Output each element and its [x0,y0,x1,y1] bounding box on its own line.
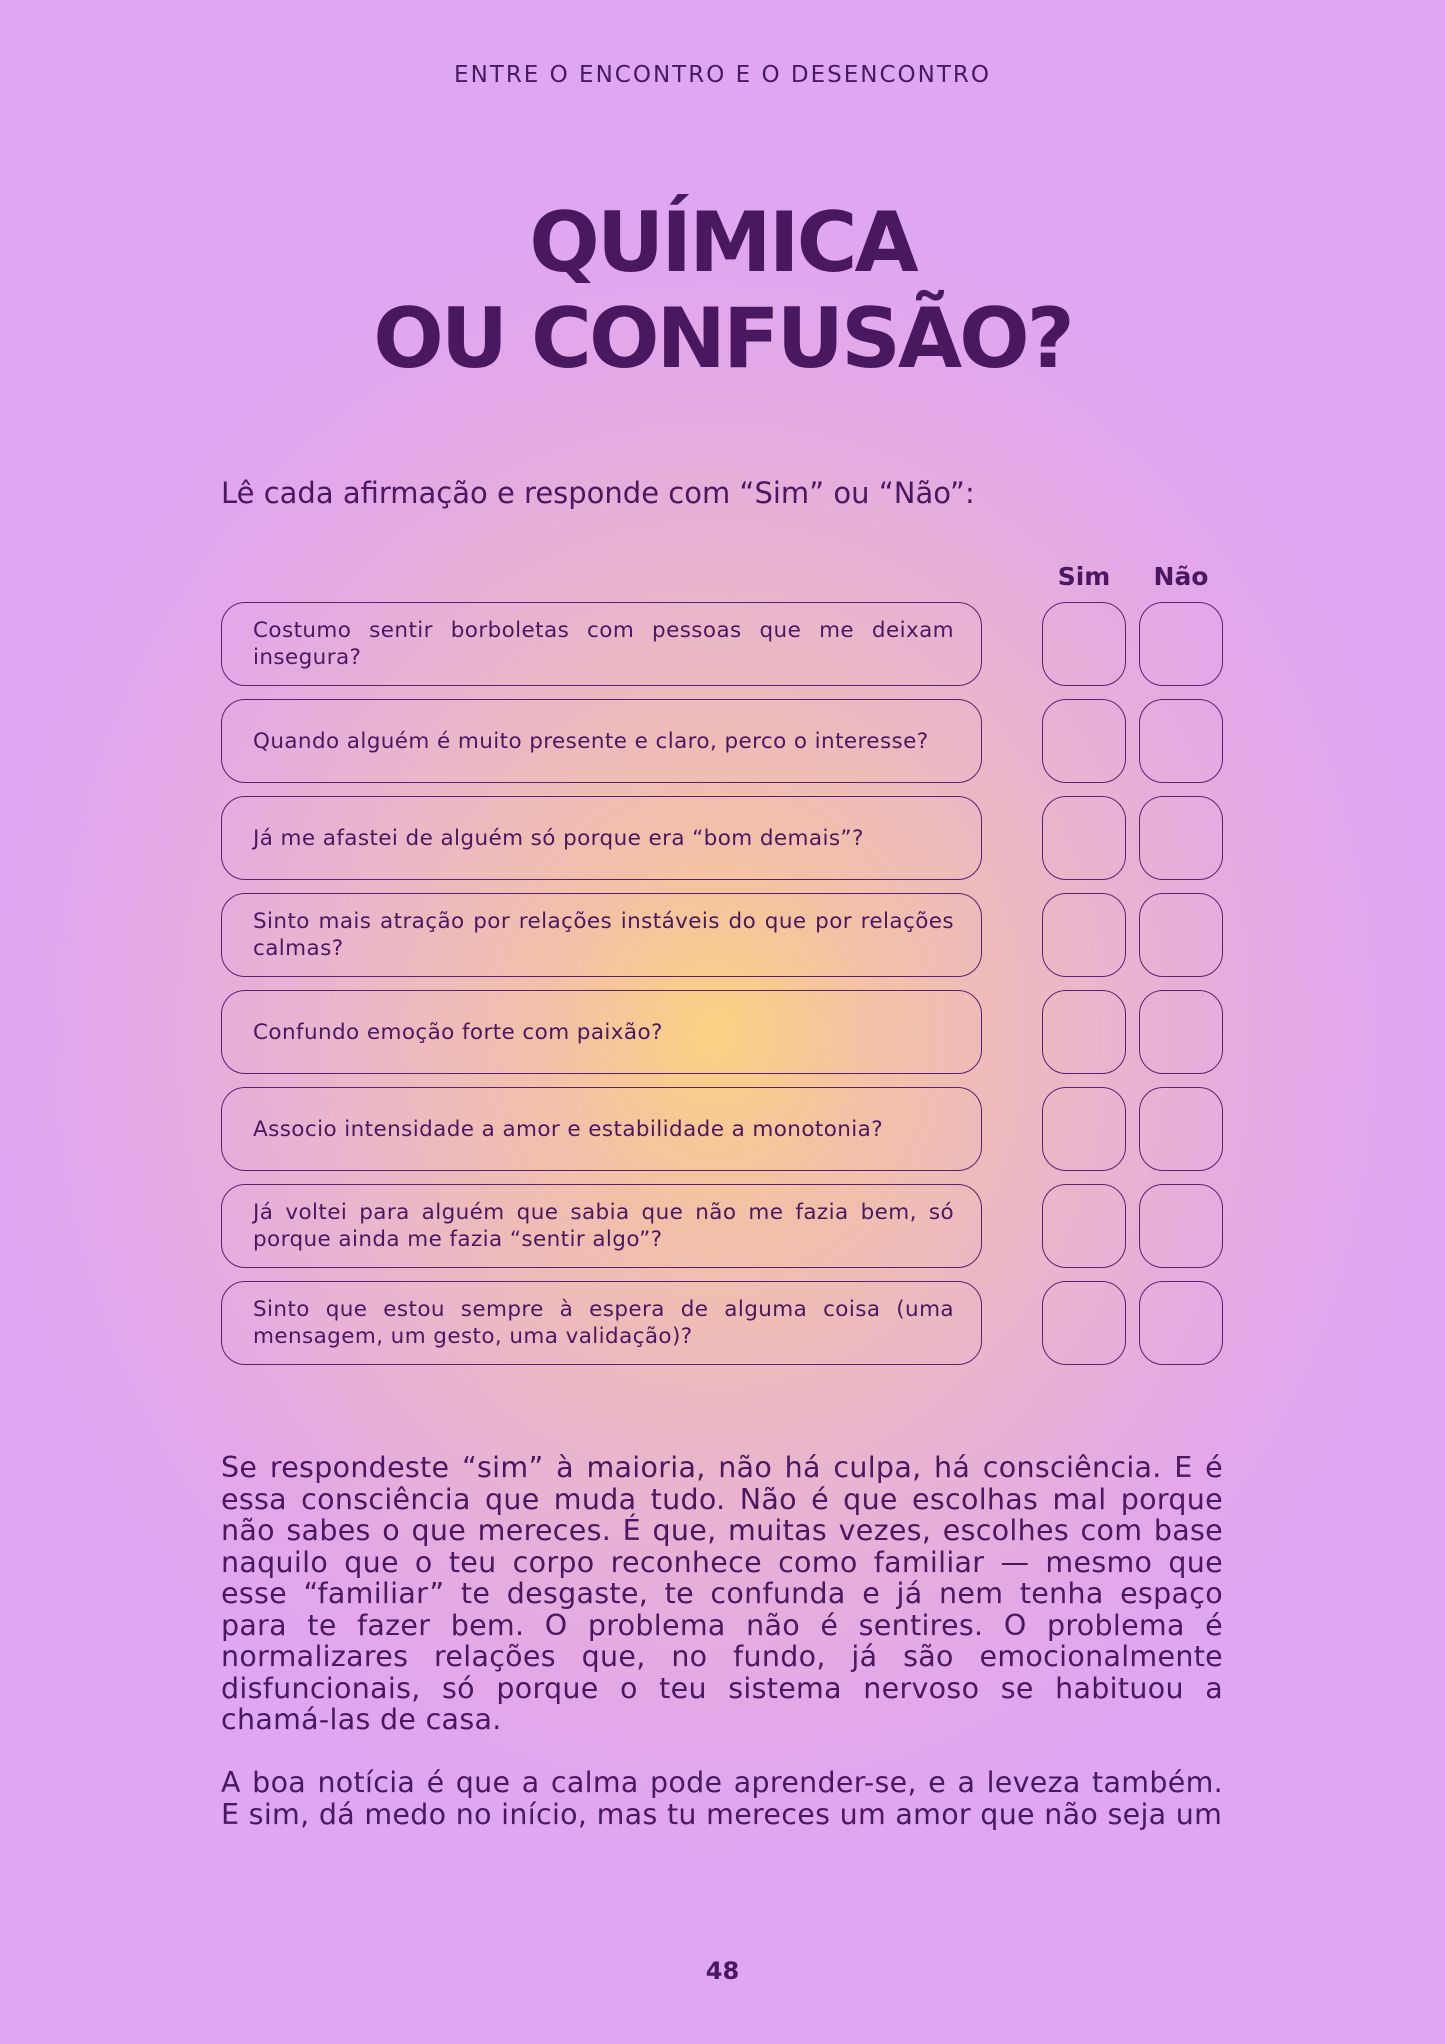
question-box [221,1184,982,1268]
question-box [221,699,982,783]
question-box [221,1281,982,1365]
question-text: Associo intensidade a amor e estabilidade a monotonia? [253,1116,884,1142]
body-paragraph: A boa notícia é que a calma pode aprender-se, e a leveza também. E sim, dá medo no início, mas tu mereces um amor que não seja um [221,1766,1223,1831]
page-number: 48 [705,1957,740,1985]
sim-checkbox[interactable] [1042,1281,1126,1365]
question-text: Já voltei para alguém que sabia que não me fazia bem, só porque ainda me fazia “sentir algo”? [253,1200,954,1252]
question-text: Costumo sentir borboletas com pessoas que me deixam insegura? [253,618,954,670]
page-title [0,195,1445,387]
sim-checkbox[interactable] [1042,796,1126,880]
question-box [221,602,982,686]
sim-checkbox[interactable] [1042,1087,1126,1171]
column-header-sim: Sim [1057,562,1111,591]
nao-checkbox[interactable] [1139,1184,1223,1268]
sim-checkbox[interactable] [1042,602,1126,686]
instructions: Lê cada afirmação e responde com “Sim” ou “Não”: [221,476,975,510]
sim-checkbox[interactable] [1042,1184,1126,1268]
page-title-line-1: QUÍMICA [529,194,916,291]
nao-checkbox[interactable] [1139,602,1223,686]
question-text: Sinto mais atração por relações instáveis do que por relações calmas? [253,909,954,961]
question-box [221,1087,982,1171]
sim-checkbox[interactable] [1042,699,1126,783]
sim-checkbox[interactable] [1042,893,1126,977]
question-text: Confundo emoção forte com paixão? [253,1019,663,1045]
nao-checkbox[interactable] [1139,796,1223,880]
question-box [221,990,982,1074]
column-header-nao: Não [1153,562,1209,591]
sim-checkbox[interactable] [1042,990,1126,1074]
page-title-line-2: OU CONFUSÃO? [373,290,1072,387]
nao-checkbox[interactable] [1139,699,1223,783]
question-text: Já me afastei de alguém só porque era “bom demais”? [253,825,864,851]
nao-checkbox[interactable] [1139,990,1223,1074]
nao-checkbox[interactable] [1139,1281,1223,1365]
nao-checkbox[interactable] [1139,1087,1223,1171]
running-header: ENTRE O ENCONTRO E O DESENCONTRO [454,62,991,88]
question-box [221,796,982,880]
body-paragraph: Se respondeste “sim” à maioria, não há culpa, há consciência. E é essa consciência que muda tudo. Não é que escolhas mal porque não sabes o que mereces. É que, muitas vezes, escolhes com base naquilo que o teu corpo reconhece como familiar — mesmo que esse “familiar” te desgaste, te confunda e já nem tenha espaço para te fazer bem. O problema não é sentires. O problema é normalizares relações que, no fundo, já são emocionalmente disfuncionais, só porque o teu sistema nervoso se habituou a chamá-las de casa. [221,1451,1223,1736]
nao-checkbox[interactable] [1139,893,1223,977]
question-text: Sinto que estou sempre à espera de alguma coisa (uma mensagem, um gesto, uma validação)? [253,1297,954,1349]
question-text: Quando alguém é muito presente e claro, perco o interesse? [253,728,929,754]
question-box [221,893,982,977]
